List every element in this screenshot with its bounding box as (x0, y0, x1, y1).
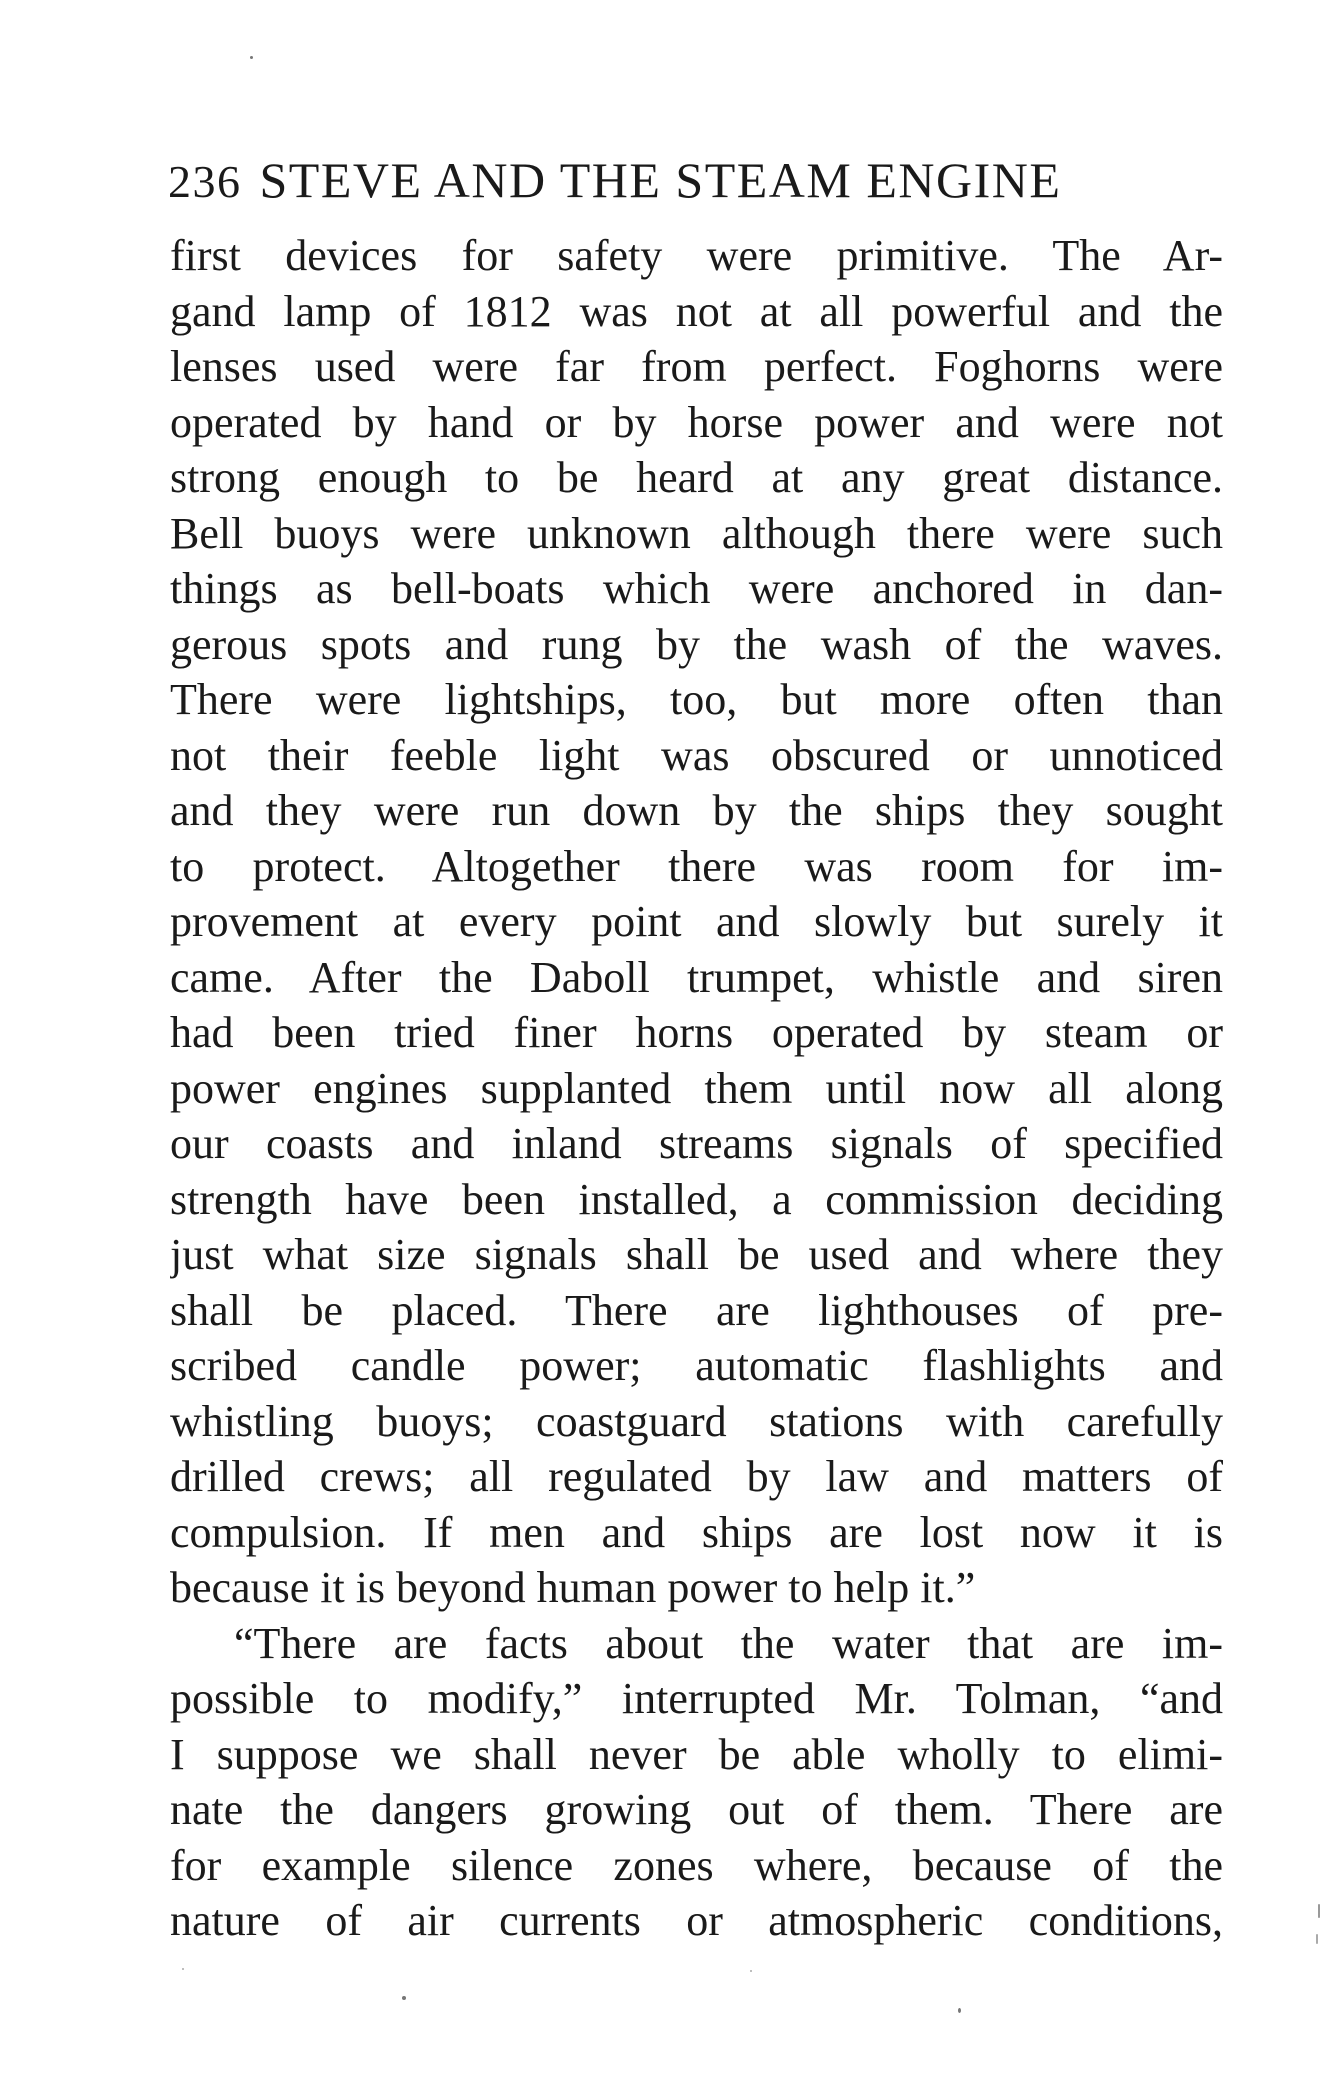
running-head (168, 150, 1228, 210)
body-text (170, 228, 1223, 1949)
text-line: “There are facts about the water that are im- (234, 1618, 1223, 1668)
text-line: lenses used were far from perfect. Foghorns were (170, 342, 1223, 391)
text-line: strength have been installed, a commission deciding (170, 1174, 1223, 1224)
text-line: and they were run down by the ships they sought (170, 786, 1223, 835)
text-line: nate the dangers growing out of them. There are (170, 1785, 1223, 1834)
text-line: not their feeble light was obscured or unnoticed (170, 730, 1223, 780)
text-line: Bell buoys were unknown although there were such (170, 508, 1223, 558)
text-line: provement at every point and slowly but surely it (170, 897, 1223, 946)
scan-speck (750, 1970, 752, 1972)
text-line: I suppose we shall never be able wholly to elimi- (170, 1729, 1223, 1779)
running-title: STEVE AND THE STEAM ENGINE (259, 152, 1062, 208)
text-line: had been tried finer horns operated by steam or (170, 1008, 1223, 1057)
text-line: to protect. Altogether there was room for im- (170, 841, 1223, 891)
page-number: 236 (168, 156, 242, 207)
text-line: came. After the Daboll trumpet, whistle and siren (170, 952, 1223, 1002)
text-line: possible to modify,” interrupted Mr. Tolman, “and (170, 1674, 1223, 1723)
paragraph-2 (170, 1616, 1223, 1949)
scan-speck (182, 1968, 184, 1970)
text-line: power engines supplanted them until now all along (170, 1063, 1223, 1113)
text-line: drilled crews; all regulated by law and matters of (170, 1452, 1223, 1501)
text-line: things as bell-boats which were anchored in dan- (170, 564, 1223, 613)
text-line: operated by hand or by horse power and were not (170, 397, 1223, 447)
text-line: nature of air currents or atmospheric conditions, (170, 1896, 1223, 1945)
scan-speck (1316, 1934, 1318, 1944)
text-line: shall be placed. There are lighthouses of pre- (170, 1285, 1223, 1335)
text-line: just what size signals shall be used and where they (170, 1230, 1223, 1279)
text-line: whistling buoys; coastguard stations with carefully (170, 1396, 1223, 1446)
text-line: for example silence zones where, because of the (170, 1840, 1223, 1890)
scan-speck (958, 2008, 961, 2013)
text-line: scribed candle power; automatic flashlights and (170, 1341, 1223, 1390)
scan-speck (402, 1996, 406, 2000)
text-line: because it is beyond human power to help it.” (170, 1563, 976, 1612)
text-line: There were lightships, too, but more often than (170, 675, 1223, 724)
text-line: our coasts and inland streams signals of specified (170, 1119, 1223, 1168)
scan-speck (1318, 1904, 1320, 1918)
text-line: gand lamp of 1812 was not at all powerful and the (170, 286, 1223, 336)
scan-speck (250, 56, 253, 59)
text-line: compulsion. If men and ships are lost now it is (170, 1507, 1223, 1557)
text-line: gerous spots and rung by the wash of the waves. (170, 619, 1223, 669)
text-line: first devices for safety were primitive. The Ar- (170, 231, 1223, 280)
text-line: strong enough to be heard at any great distance. (170, 453, 1223, 502)
paragraph-1 (170, 228, 1223, 1616)
